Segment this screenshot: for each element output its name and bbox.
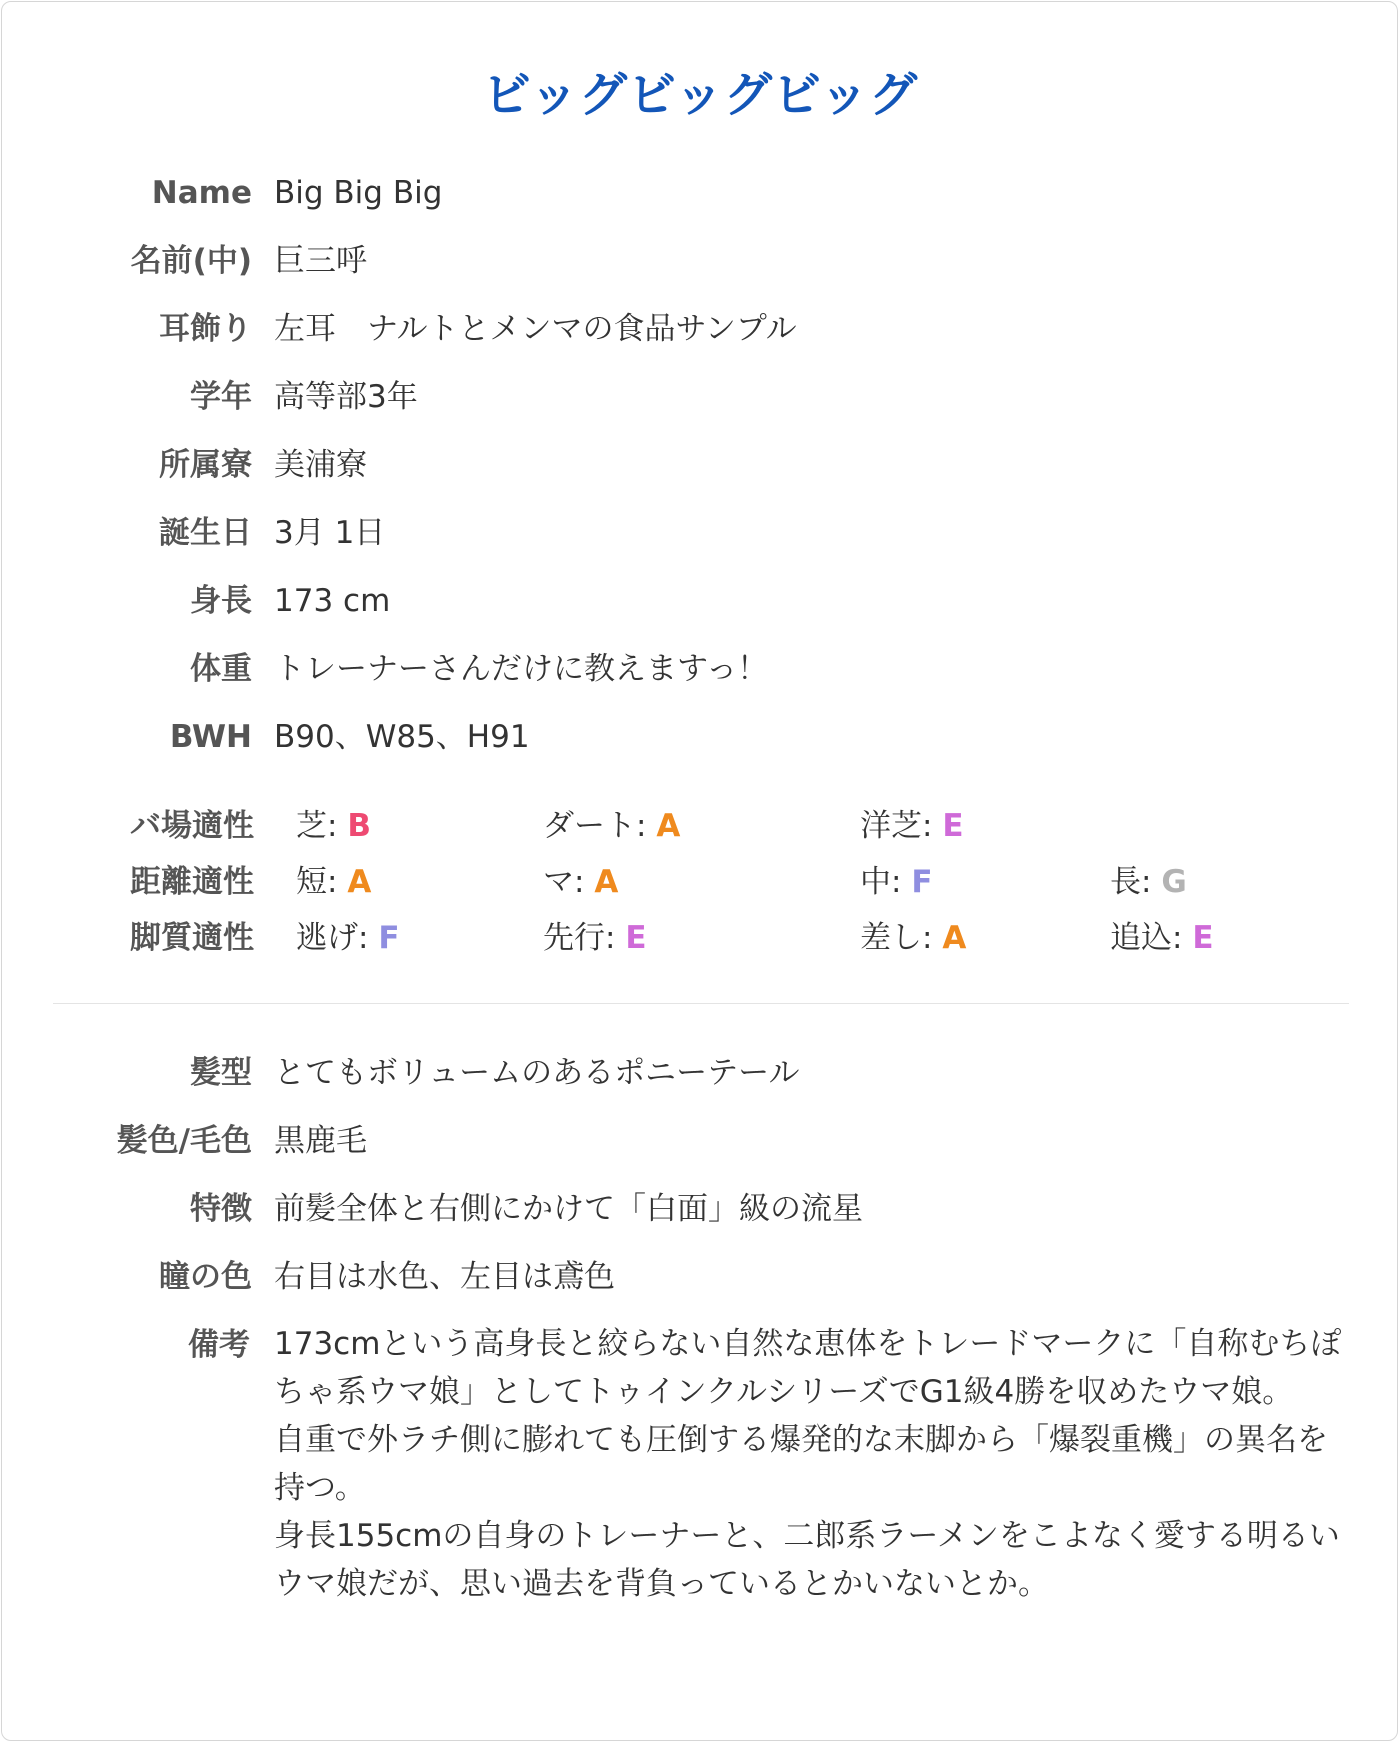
aptitude-label: バ場適性 (130, 808, 254, 844)
profile-row-chinese-name (2, 236, 1399, 286)
appearance-row-hairstyle (2, 1048, 1399, 1098)
profile-value: 173 cm (274, 583, 391, 619)
profile-label: 体重 (190, 651, 252, 687)
profile-label: 耳飾り (159, 311, 252, 347)
aptitude-cell-runner: 逃げ: F (296, 920, 400, 956)
profile-value: 3月 1日 (274, 515, 386, 551)
notes-text (274, 1320, 1344, 1608)
appearance-label: 髪型 (190, 1055, 252, 1091)
profile-row-birthday (2, 508, 1399, 558)
aptitude-cell-chaser: 追込: E (1110, 920, 1214, 956)
aptitude-grade: E (1192, 920, 1214, 956)
appearance-value: 前髪全体と右側にかけて「白面」級の流星 (274, 1191, 863, 1227)
aptitude-grade: G (1161, 864, 1187, 900)
profile-value: B90、W85、H91 (274, 719, 530, 755)
aptitude-name: 中 (860, 864, 891, 900)
profile-value: 左耳 ナルトとメンマの食品サンプル (274, 311, 797, 347)
profile-label: 誕生日 (159, 515, 252, 551)
aptitude-cell-western-turf: 洋芝: E (860, 808, 964, 844)
aptitude-grade: F (911, 864, 933, 900)
profile-value: Big Big Big (274, 175, 443, 211)
aptitude-grade: A (594, 864, 619, 900)
appearance-label: 特徴 (190, 1191, 252, 1227)
notes-paragraph: 身長155cmの自身のトレーナーと、二郎系ラーメンをこよなく愛する明るいウマ娘だが、思い過去を背負っているとかいないとか。 (274, 1518, 1340, 1602)
aptitude-name: 差し (860, 920, 922, 956)
profile-row-dormitory (2, 440, 1399, 490)
profile-label: 所属寮 (159, 447, 252, 483)
profile-value: 高等部3年 (274, 379, 418, 415)
profile-value: 巨三呼 (274, 243, 367, 279)
appearance-label: 髪色/毛色 (116, 1123, 252, 1159)
aptitude-cell-dirt: ダート: A (543, 808, 681, 844)
notes-paragraph: 173cmという高身長と絞らない自然な恵体をトレードマークに「自称むちぽちゃ系ウマ娘」としてトゥインクルシリーズでG1級4勝を収めたウマ娘。 (274, 1326, 1342, 1410)
aptitude-name: 長 (1110, 864, 1141, 900)
aptitude-cell-medium: 中: F (860, 864, 933, 900)
aptitude-name: 短 (296, 864, 327, 900)
aptitude-row-style (2, 913, 1399, 963)
aptitude-name: マ (543, 864, 574, 900)
aptitude-cell-long: 長: G (1110, 864, 1187, 900)
notes-paragraph: 自重で外ラチ側に膨れても圧倒する爆発的な末脚から「爆裂重機」の異名を持つ。 (274, 1422, 1328, 1506)
profile-label: 身長 (190, 583, 252, 619)
appearance-row-hair-color (2, 1116, 1399, 1166)
profile-label: Name (151, 175, 252, 211)
aptitude-cell-turf: 芝: B (296, 808, 371, 844)
aptitude-row-track (2, 801, 1399, 851)
profile-row-weight (2, 644, 1399, 694)
profile-label: 学年 (190, 379, 252, 415)
profile-label: 名前(中) (130, 243, 252, 279)
profile-row-name (2, 168, 1399, 218)
appearance-row-features (2, 1184, 1399, 1234)
aptitude-label: 脚質適性 (130, 920, 254, 956)
profile-value: 美浦寮 (274, 447, 367, 483)
aptitude-grade: A (942, 920, 967, 956)
aptitude-name: ダート (543, 808, 636, 844)
aptitude-grade: F (378, 920, 400, 956)
aptitude-grade: E (625, 920, 647, 956)
aptitude-grade: A (656, 808, 681, 844)
appearance-row-eye-color (2, 1252, 1399, 1302)
profile-value: トレーナーさんだけに教えますっ！ (274, 651, 769, 687)
aptitude-name: 逃げ (296, 920, 358, 956)
aptitude-cell-short: 短: A (296, 864, 372, 900)
aptitude-cell-leader: 先行: E (543, 920, 647, 956)
aptitude-name: 先行 (543, 920, 605, 956)
profile-row-ear-accessory (2, 304, 1399, 354)
profile-row-bwh (2, 712, 1399, 762)
profile-label: BWH (169, 719, 252, 755)
aptitude-cell-betweener: 差し: A (860, 920, 967, 956)
notes-label: 備考 (188, 1327, 250, 1363)
aptitude-name: 洋芝 (860, 808, 922, 844)
aptitude-label: 距離適性 (130, 864, 254, 900)
appearance-value: とてもボリュームのあるポニーテール (274, 1055, 800, 1091)
aptitude-grade: A (347, 864, 372, 900)
aptitude-name: 追込 (1110, 920, 1172, 956)
aptitude-grade: E (942, 808, 964, 844)
appearance-value: 黒鹿毛 (274, 1123, 367, 1159)
aptitude-row-distance (2, 857, 1399, 907)
aptitude-name: 芝 (296, 808, 327, 844)
profile-row-height (2, 576, 1399, 626)
profile-row-grade (2, 372, 1399, 422)
character-name-title: ビッグビッグビッグ (482, 67, 919, 123)
aptitude-grade: B (347, 808, 371, 844)
profile-card (1, 1, 1398, 1741)
section-divider (53, 1003, 1349, 1004)
appearance-label: 瞳の色 (159, 1259, 252, 1295)
appearance-value: 右目は水色、左目は鳶色 (274, 1259, 615, 1295)
aptitude-cell-mile: マ: A (543, 864, 619, 900)
